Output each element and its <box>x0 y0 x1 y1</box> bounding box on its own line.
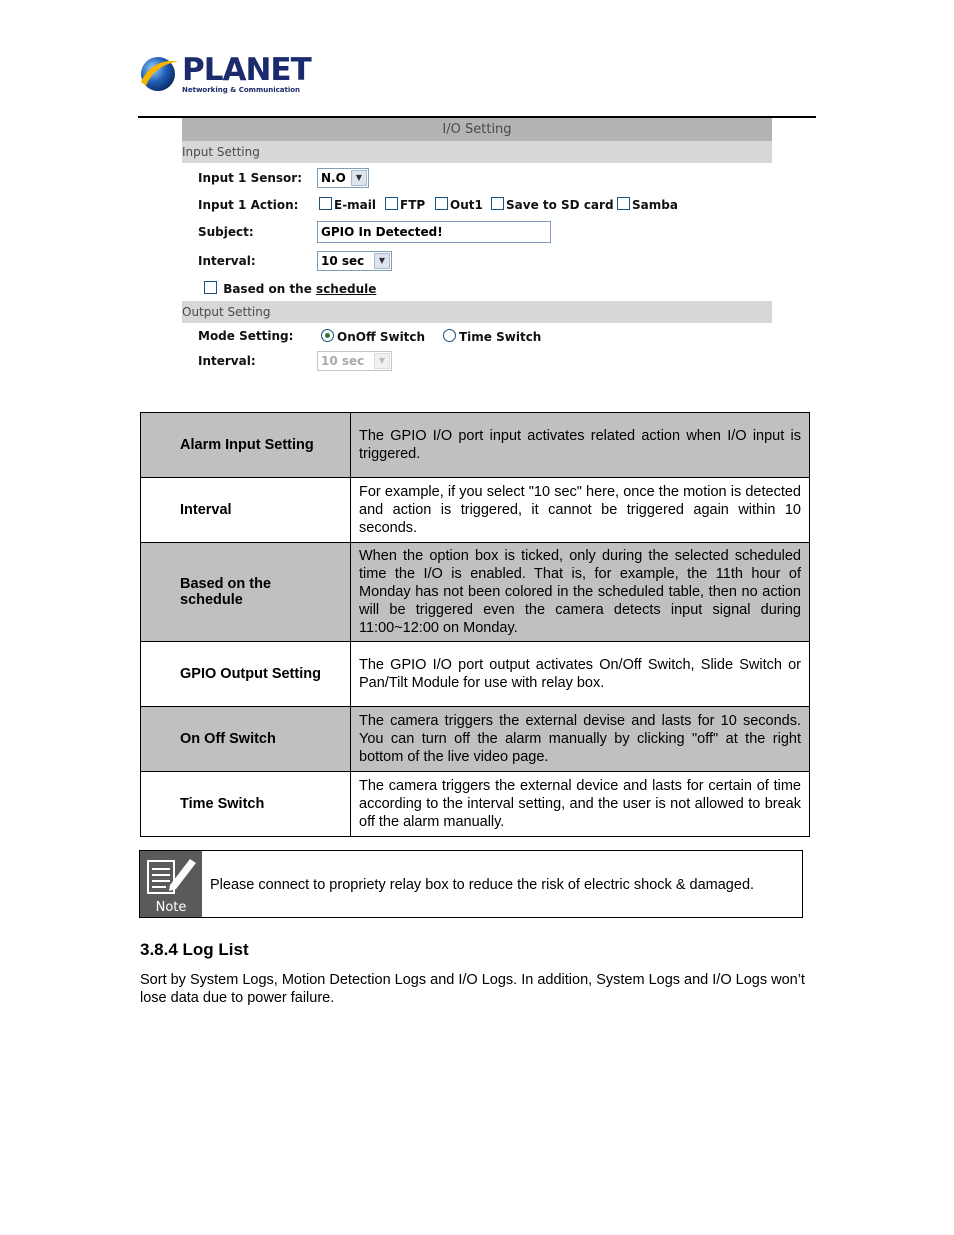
table-term: GPIO Output Setting <box>141 642 351 707</box>
time-switch-radio[interactable] <box>443 329 456 342</box>
action-save-sd[interactable]: Save to SD card <box>491 197 614 212</box>
note-box <box>139 850 803 918</box>
action-email[interactable]: E-mail <box>319 197 376 212</box>
ftp-checkbox[interactable] <box>385 197 398 210</box>
subject-input[interactable]: GPIO In Detected! <box>317 221 551 243</box>
note-label: Note <box>155 900 187 915</box>
pencil-icon <box>140 851 202 899</box>
action-out1[interactable]: Out1 <box>435 197 483 212</box>
interval-label: Interval: <box>198 254 256 268</box>
email-checkbox[interactable] <box>319 197 332 210</box>
table-desc: The GPIO I/O port input activates related action when I/O input is triggered. <box>351 413 810 478</box>
onoff-radio[interactable] <box>321 329 334 342</box>
input-setting-header: Input Setting <box>182 141 772 163</box>
table-row <box>141 707 810 772</box>
action-ftp[interactable]: FTP <box>385 197 425 212</box>
table-term: On Off Switch <box>141 707 351 772</box>
input-sensor-label: Input 1 Sensor: <box>198 171 303 185</box>
table-desc: The GPIO I/O port output activates On/Off Switch, Slide Switch or Pan/Tilt Module for use with relay box. <box>351 642 810 707</box>
table-row <box>141 413 810 478</box>
input-action-label: Input 1 Action: <box>198 198 299 212</box>
brand-tagline: Networking & Communication <box>182 86 301 94</box>
planet-logo-icon <box>138 54 180 96</box>
note-text: Please connect to propriety relay box to reduce the risk of electric shock & damaged. <box>210 877 755 893</box>
table-term: Alarm Input Setting <box>141 413 351 478</box>
input-sensor-select[interactable] <box>317 168 369 188</box>
brand-name: PLANET <box>182 52 311 88</box>
io-setting-title: I/O Setting <box>182 118 772 141</box>
section-heading: 3.8.4 Log List <box>140 940 249 959</box>
table-term: Based on the schedule <box>141 543 351 642</box>
output-interval-value: 10 sec <box>321 354 365 368</box>
input-sensor-value: N.O <box>321 171 346 185</box>
action-samba[interactable]: Samba <box>617 197 678 212</box>
schedule-checkbox[interactable] <box>204 281 217 294</box>
chevron-down-icon: ▼ <box>374 353 390 369</box>
out1-checkbox[interactable] <box>435 197 448 210</box>
save-sd-checkbox[interactable] <box>491 197 504 210</box>
output-setting-header: Output Setting <box>182 301 772 323</box>
schedule-option[interactable]: Based on the schedule <box>204 281 376 296</box>
description-table <box>140 412 810 837</box>
section-body: Sort by System Logs, Motion Detection Logs and I/O Logs. In addition, System Logs and I/O Logs won’t lose data due to power failure. <box>140 972 805 1006</box>
interval-value: 10 sec <box>321 254 365 268</box>
table-desc: When the option box is ticked, only during the selected scheduled time the I/O is enabled. That is, for example, the 11th hour of Monday has not been colored in the scheduled table, then no action will be triggered even the camera detects input signal during 11:00~12:00 on Monday. <box>351 543 810 642</box>
output-interval-select <box>317 351 392 371</box>
table-desc: For example, if you select "10 sec" here, once the motion is detected and action is triggered, it cannot be triggered again within 10 seconds. <box>351 478 810 543</box>
table-row <box>141 478 810 543</box>
mode-onoff-switch[interactable]: OnOff Switch <box>321 329 425 344</box>
table-row <box>141 772 810 837</box>
note-icon <box>140 851 202 917</box>
interval-select[interactable] <box>317 251 392 271</box>
mode-setting-label: Mode Setting: <box>198 329 294 343</box>
table-desc: The camera triggers the external device and lasts for certain of time according to the interval setting, and the user is not allowed to break off the alarm manually. <box>351 772 810 837</box>
chevron-down-icon: ▼ <box>374 253 390 269</box>
table-desc: The camera triggers the external devise and lasts for 10 seconds. You can turn off the alarm manually by clicking "off" at the right bottom of the live video page. <box>351 707 810 772</box>
schedule-link[interactable]: schedule <box>316 282 377 296</box>
table-row <box>141 642 810 707</box>
mode-time-switch[interactable]: Time Switch <box>443 329 541 344</box>
output-interval-label: Interval: <box>198 354 256 368</box>
table-row <box>141 543 810 642</box>
table-term: Time Switch <box>141 772 351 837</box>
samba-checkbox[interactable] <box>617 197 630 210</box>
table-term: Interval <box>141 478 351 543</box>
io-setting-panel <box>182 118 772 380</box>
subject-label: Subject: <box>198 225 254 239</box>
chevron-down-icon: ▼ <box>351 170 367 186</box>
